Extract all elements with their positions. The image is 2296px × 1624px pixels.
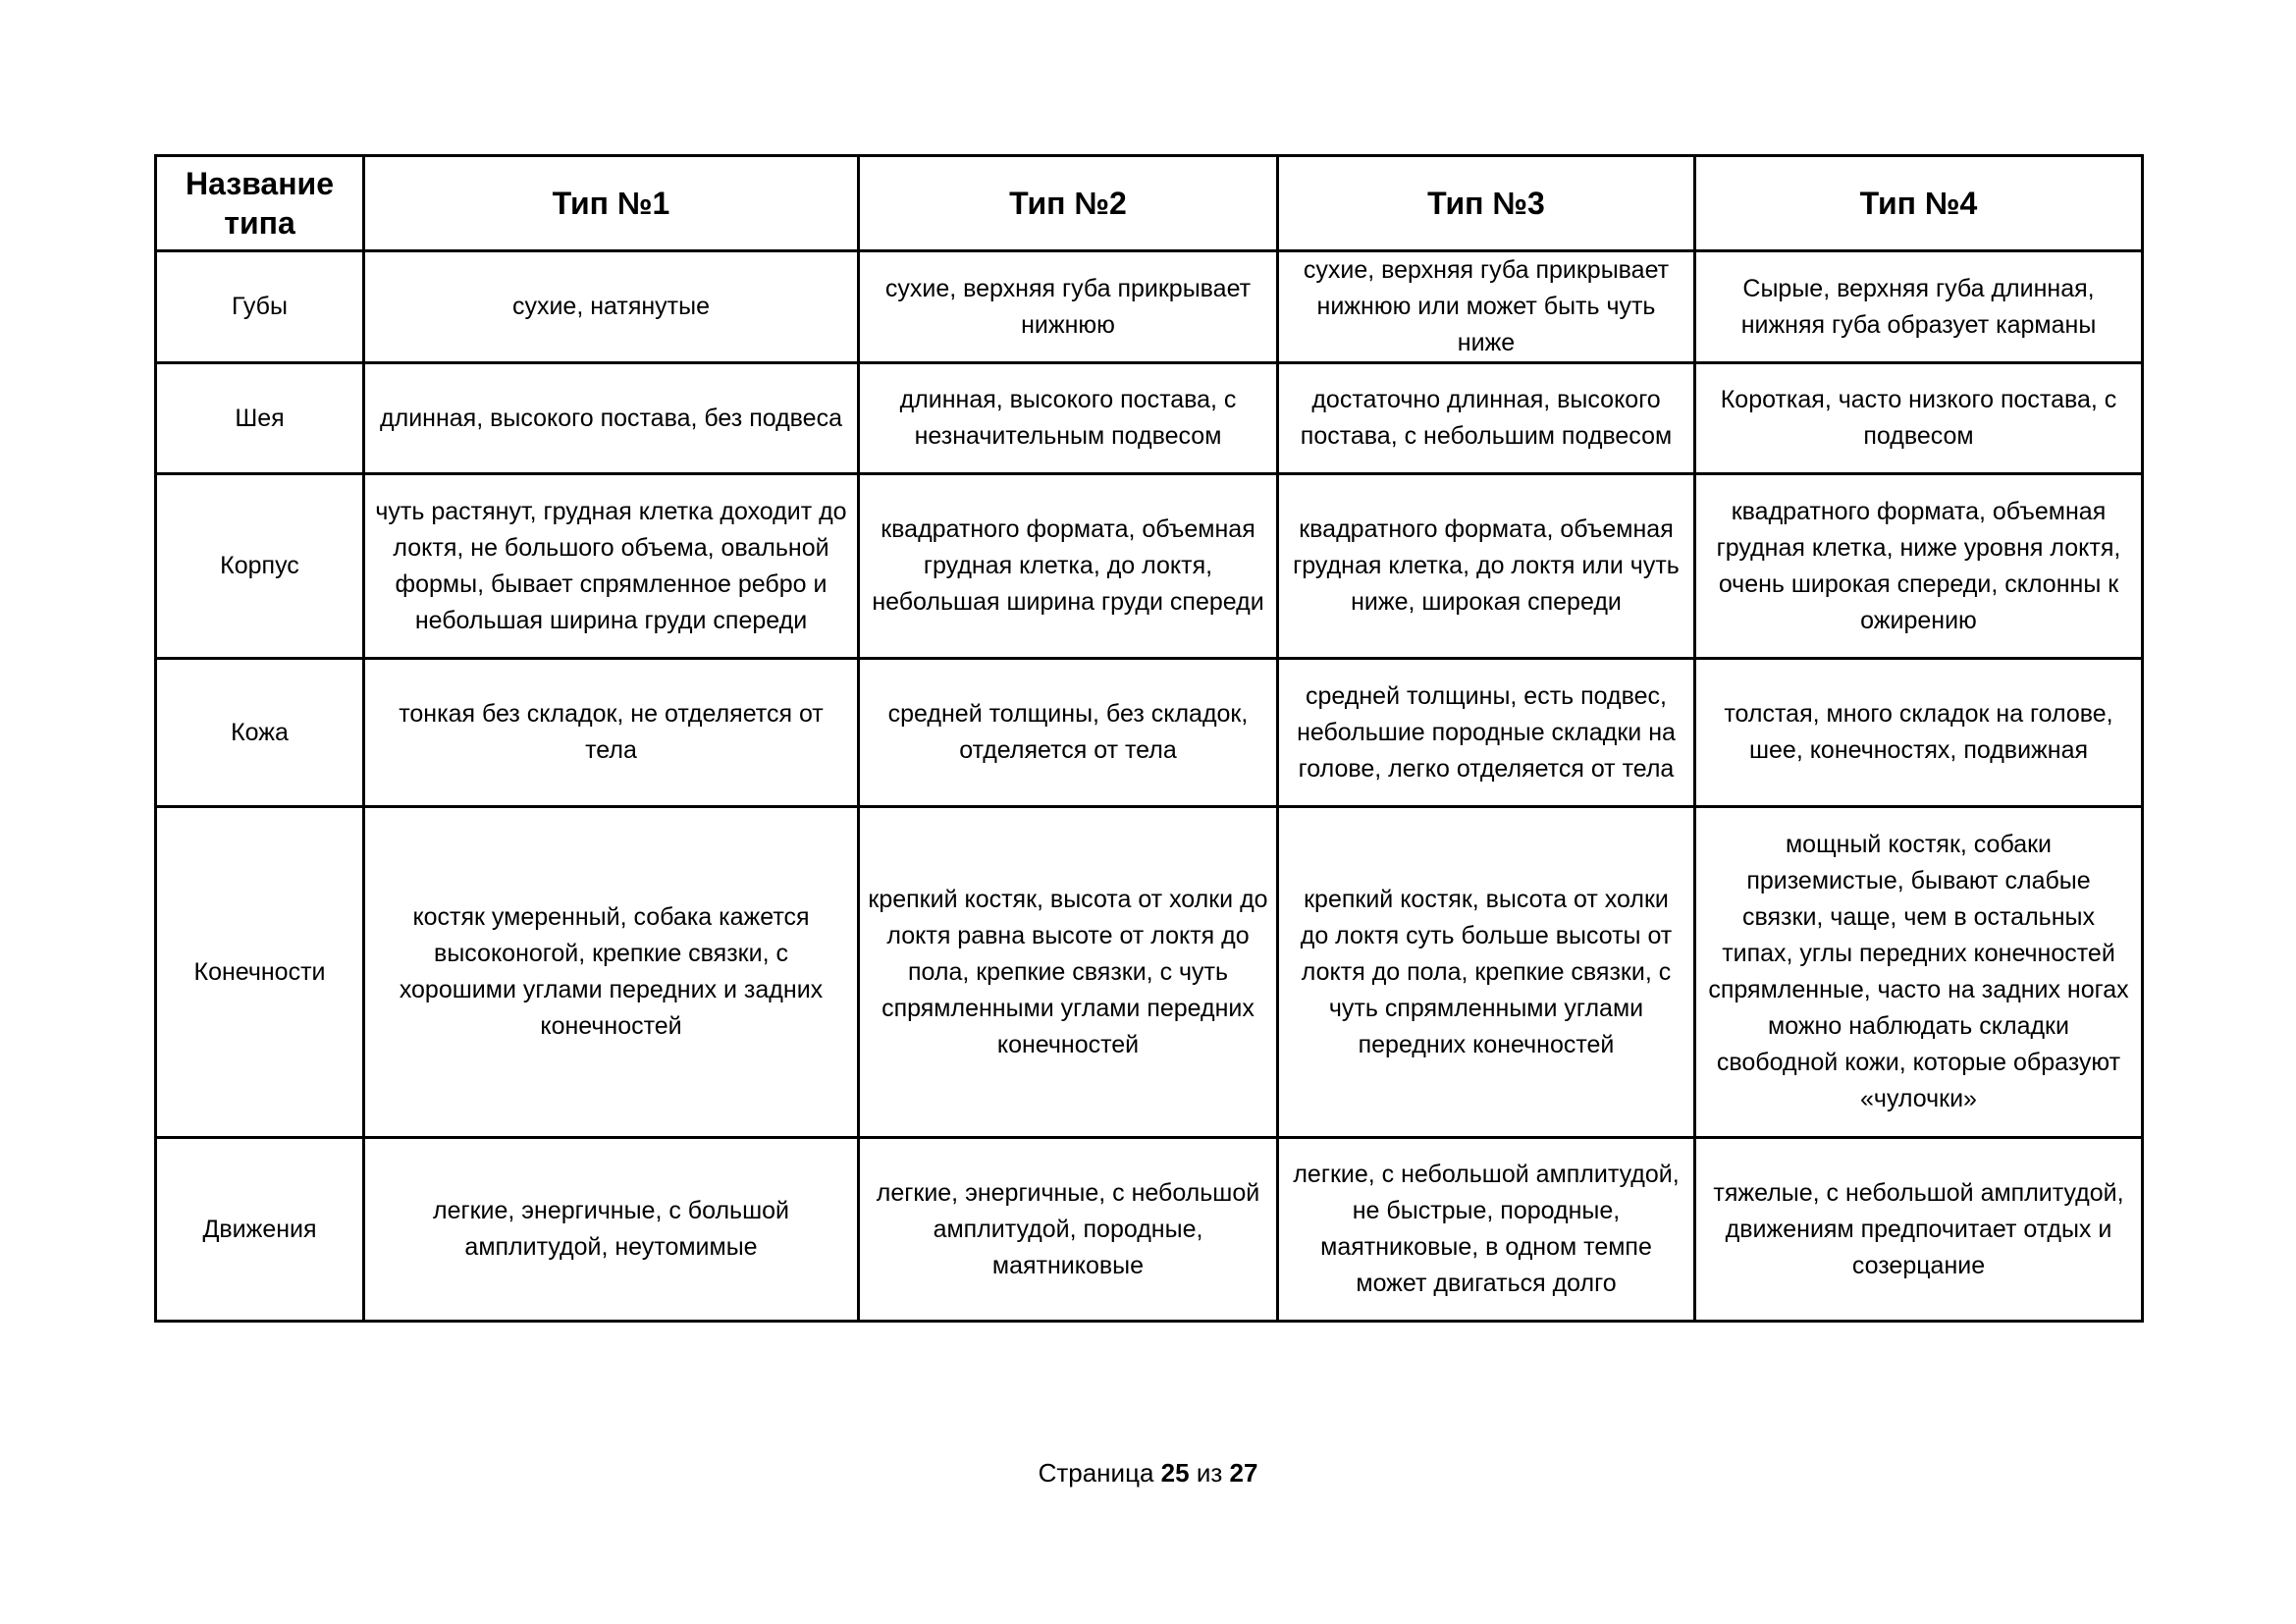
table-cell: легкие, с небольшой амплитудой, не быстрые, породные, маятниковые, в одном темпе может двигаться долго	[1278, 1138, 1695, 1322]
table-cell: квадратного формата, объемная грудная клетка, до локтя, небольшая ширина груди спереди	[859, 474, 1278, 659]
table-cell: квадратного формата, объемная грудная клетка, до локтя или чуть ниже, широкая спереди	[1278, 474, 1695, 659]
table-header-row	[156, 156, 2143, 251]
table-cell: сухие, верхняя губа прикрывает нижнюю	[859, 251, 1278, 363]
page-label: Страница	[1038, 1458, 1154, 1488]
table-cell: мощный костяк, собаки приземистые, бывают слабые связки, чаще, чем в остальных типах, углы передних конечностей спрямленные, часто на задних ногах можно наблюдать складки свободной кожи, которые образуют «чулочки»	[1695, 807, 2143, 1138]
table-cell: длинная, высокого постава, с незначительным подвесом	[859, 363, 1278, 474]
header-type-3: Тип №3	[1278, 156, 1695, 251]
table-cell: легкие, энергичные, с небольшой амплитудой, породные, маятниковые	[859, 1138, 1278, 1322]
table-cell: сухие, натянутые	[364, 251, 859, 363]
table-cell: крепкий костяк, высота от холки до локтя равна высоте от локтя до пола, крепкие связки, с чуть спрямленными углами передних конечностей	[859, 807, 1278, 1138]
table-row-lips	[156, 251, 2143, 363]
current-page-number: 25	[1160, 1458, 1190, 1488]
row-label: Шея	[156, 363, 364, 474]
header-type-4: Тип №4	[1695, 156, 2143, 251]
table-cell: средней толщины, есть подвес, небольшие породные складки на голове, легко отделяется от тела	[1278, 659, 1695, 807]
row-label: Конечности	[156, 807, 364, 1138]
header-type-1: Тип №1	[364, 156, 859, 251]
total-pages-number: 27	[1229, 1458, 1258, 1488]
dog-types-table	[154, 154, 2144, 1323]
table-cell: Сырые, верхняя губа длинная, нижняя губа образует карманы	[1695, 251, 2143, 363]
table-row-skin	[156, 659, 2143, 807]
table-row-limbs	[156, 807, 2143, 1138]
row-label: Кожа	[156, 659, 364, 807]
table-cell: крепкий костяк, высота от холки до локтя суть больше высоты от локтя до пола, крепкие связки, с чуть спрямленными углами передних конечностей	[1278, 807, 1695, 1138]
table-cell: достаточно длинная, высокого постава, с небольшим подвесом	[1278, 363, 1695, 474]
table-cell: легкие, энергичные, с большой амплитудой, неутомимые	[364, 1138, 859, 1322]
table-cell: толстая, много складок на голове, шее, конечностях, подвижная	[1695, 659, 2143, 807]
table-cell: средней толщины, без складок, отделяется от тела	[859, 659, 1278, 807]
table-cell: длинная, высокого постава, без подвеса	[364, 363, 859, 474]
header-type-name: Название типа	[156, 156, 364, 251]
table-row-neck	[156, 363, 2143, 474]
row-label: Губы	[156, 251, 364, 363]
row-label: Движения	[156, 1138, 364, 1322]
table-cell: квадратного формата, объемная грудная клетка, ниже уровня локтя, очень широкая спереди, склонны к ожирению	[1695, 474, 2143, 659]
table-cell: Короткая, часто низкого постава, с подвесом	[1695, 363, 2143, 474]
table-cell: костяк умеренный, собака кажется высоконогой, крепкие связки, с хорошими углами передних и задних конечностей	[364, 807, 859, 1138]
table-row-body	[156, 474, 2143, 659]
table-cell: тяжелые, с небольшой амплитудой, движениям предпочитает отдых и созерцание	[1695, 1138, 2143, 1322]
table-row-movement	[156, 1138, 2143, 1322]
table-cell: тонкая без складок, не отделяется от тела	[364, 659, 859, 807]
header-type-2: Тип №2	[859, 156, 1278, 251]
table-cell: сухие, верхняя губа прикрывает нижнюю или может быть чуть ниже	[1278, 251, 1695, 363]
page-number-footer	[0, 1457, 2296, 1489]
page-separator: из	[1196, 1458, 1223, 1488]
row-label: Корпус	[156, 474, 364, 659]
table-cell: чуть растянут, грудная клетка доходит до локтя, не большого объема, овальной формы, бывает спрямленное ребро и небольшая ширина груди спереди	[364, 474, 859, 659]
